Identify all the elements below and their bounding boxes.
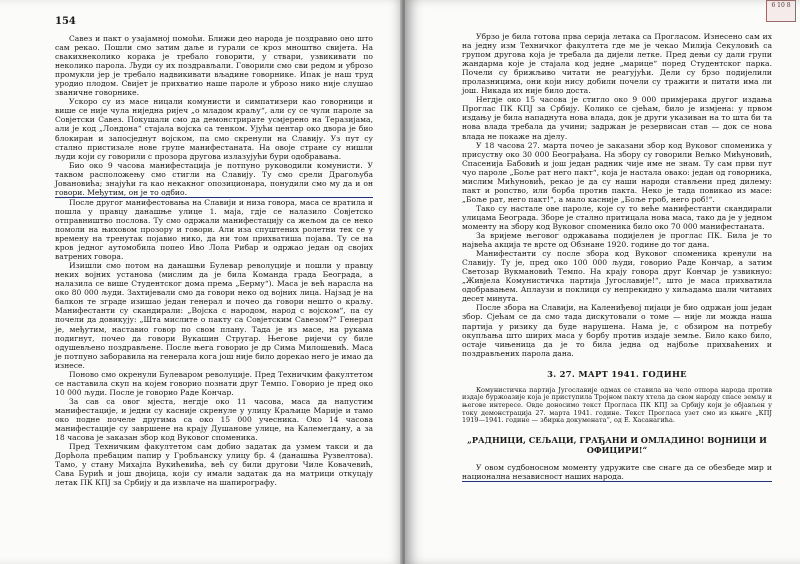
page-number: 154 <box>55 16 76 27</box>
paragraph: Негдје око 15 часова је стигло око 9 000 примјерака другог издања Проглас ПК КПЈ за Србију. Колико се сјећам, било је измјена: у првом издању је била нападнута нова влада, док је други указиван на то шта би та нова влада требала да учини; задржан је резервисан став — док се нова влада не покаже на дјелу. <box>462 95 772 141</box>
left-text-column <box>55 34 373 487</box>
paragraph: Ускоро су из масе ницали комунисти и симпатизери као говорници и више се није чула ниједна ријеч „о младом краљу“, али су се чули пароле за Совјетски Савез. Покушали смо да демонстрирате усмјерено на Теразијама, али је код „Лондона“ стајала војска са тенком. Ујући центар око двора је био блокиран и запосједнут војском, па смо скренули на Славију. Уз пут су стално пристизале нове групе манифестаната. На овоје стране су нишли људи који су говорили с прозора другова излазујући бури одобравања. <box>55 97 373 161</box>
paragraph: Био око 9 часова манифестација је потпуно руководили комунисти. У таквом расположењу смо стигли на Славију. Ту смо срели Драгољуба Јовановића; знајући га као некакног опозиционара, понудили смо му да и он говори. Међутим, он је то одбио. <box>55 160 373 197</box>
paragraph: После другог манифестовања на Славији и низа говора, маса се вратила и пошла у правцу данашње улице 1. маја, гдје се налазило Совјетско отправништво послова. Ту смо одржали манифестацију са жељом да се неко помоли на њиховом прозору и говори. Али иза спуштених ролетни тек се у времену на тренутак појавио нико, да ни том прихватиша појава. Ту се на кров једног аутомобила попео Иво Лола Рибар и одржао један од својих ватрених говора. <box>55 197 373 262</box>
paragraph: Тако су настале ове пароле, које су то веће манифестанти скандирали улицама Београда. Зборе је стално притицала нова маса, тако да је у једном моменту на збору код Вуковог споменика било око 70 000 манифестаната. <box>462 203 772 231</box>
paragraph: За вријеме његовог одржавања подијелен је проглас ПК. Била је то највећа акција те врсте од Обзнане 1920. године до тог дана. <box>462 231 772 250</box>
paragraph: Манифестанти су после збора код Вуковог споменика кренули на Славију. Ту је, пред око 100 000 људи, говорио Раде Кончар, а затим Светозар Вукмановић Темпо. На крају говора друг Кончар је узвикнуо: „Живјела Комунистичка партија Југославије!“, што је маса прихватила одобравањем. Аплаузи и поклици су непрекидно у хиљадама шали читавих десет минута. <box>462 249 772 304</box>
paragraph: У 18 часова 27. марта почео је заказани збор код Вуковог споменика у присуству око 30 000 Београђана. На збору су говорили Вељко Мићуновић, Спасенија Бабовић и још један радник чије име не знам. Ту сам први пут чуо пароле „Боље рат него пакт“, која је настала овако: један од говорника, мислим Мићуновић, рекао је да су наши народи стављени пред дилему: пакт и ропство, или борба против пакта. Неко је тада повикао из масе: „Боље рат, него пакт!“, а мало касније „Боље гроб, него роб!“. <box>462 140 772 204</box>
paragraph: Пред Техничким факултетом сам добио задатак да узмем такси и да Дорћола пребацим папир у Гробљанску улицу бр. 4 (данашња Рузвелтова). Тамо, у стану Михајла Вукићевића, већ су били другови Чиле Ковачевић, Сава Бурић и још двојица, који су имали задатак да на матрици откуцају летак ПК КПЈ за Србију и да извлаче на шапирографу. <box>55 442 373 488</box>
editorial-note: Комунистичка партија Југославије одмах се ставила на чело отпора народа против издаје буржоазије која је приступила Тројном пакту хтела да свом народу спасе земљу и његове интересе. Овде доносимо текст Прогласа ПК КПЈ за Србију који је објављен у току демонстрација 27. марта 1941. године. Текст Прогласа узет смо из књиге „КПЈ 1919—1941. године — збирка докумената“, од Е. Хасанагића. <box>462 385 772 425</box>
paragraph: Поново смо окренули Булеваром револуције. Пред Техничким факултетом се наставила скуп на којем говорио познати друг Темпо. Говорио је пред око 10 000 људи. После је говорио Раде Кончар. <box>55 369 373 397</box>
right-page <box>405 0 800 564</box>
paragraph: За сав са овог мјеста, негдје око 11 часова, маса да напустим манифестације, и једни су касније скренуле у улицу Краљице Марије и тамо око подне почеле другима са око 15 000 учесника. Око 14 часова манифестације су завршене на крају Душанове улице, на Калемегдану, а за 18 часова је заказан збор код Вуковог споменика. <box>55 396 373 443</box>
paragraph: После збора на Славији, на Калениђевој пијаци је био одржан још један збор. Сјећам се да смо тада дискутовали о томе — није ли можда наша партија у ризику да буде нарушена. Нама је, с обзиром на потребу окупљања што ширих маса у борбу против издаје земље. Било како било, остаје чињеница да је то била једна од најбоље прихваћених и поздрављених парола дана. <box>462 303 772 358</box>
paragraph: Савез и пакт о узајамној помоћи. Ближи део народа је поздравио оно што сам рекао. Пошли смо затим даље и гурали се кроз мноштво свијета. На свакихнеколико корака је требало говорити, у ствари, узвикивати по неколико парола. Људи су их поздрављали. Говорили смо сви редом и уброзо промукли јер је требало надвикивати вљадине говорнике. Ипак је наш труд уродио плодом. Свијет је прихватио наше пароле и уброзо нико није слушао званичне говорнике. <box>55 34 373 98</box>
paragraph: Убрзо је била готова прва серија летака са Прогласом. Изнесено сам их на једну изм Техничког факултета где ме је чекао Милија Секуловић са групом другова која је требала да дијели летке. Пред дењи су дали групи жандарма које је стајала код једне „марице“ поред Студентског парка. Почели су брижљиво читати не реагујући. Дели су брзо подијелили пролазницима, они који нису добили почели су тражити и питати има ли још. Никада их није било доста. <box>462 32 772 96</box>
proclamation-text: У овом судбоносном моменту удружите све снаге да се обезбеде мир и национална независност наших народа. <box>462 462 772 481</box>
right-text-column <box>462 32 772 482</box>
proclamation-slogan: „РАДНИЦИ, СЕЉАЦИ, ГРАЂАНИ И ОМЛАДИНО! ВОЈНИЦИ И ОФИЦИРИ!“ <box>467 434 767 455</box>
paragraph: Изишли смо потом на данашњи Булевар револуције и пошли у правцу неких војних установа (мислим да је била Команда града Београда, а налазила се више Студентског дома према „Берму“). Маса је већ нарасла на око 80 000 људи. Захтијевали смо да говори неко од војних лица. Најзад је на балкон те зграде изишао један генерал и почео да говори нешто о краљу. Манифестанти су скандирали: „Војска с народом, народ с војском“, па су почели да довикују: „Шта мислите о пакту са Совјетским Савезом?“ Генерал је, међутим, наставио говор по свом плану. Тада је из масе, на рукама подигнут, почео да говори Вукашин Стругар. Његове ријечи су биле одушевљено поздрављене. После њега говорио је др Сима Милошевић. Маса је потпуно заборавила на генерала кога још није било дорекао него је имао да изнесе. <box>55 261 373 370</box>
library-stamp: 6 10 8 <box>766 0 796 22</box>
section-heading: 3. 27. МАРТ 1941. ГОДИНЕ <box>547 368 687 379</box>
